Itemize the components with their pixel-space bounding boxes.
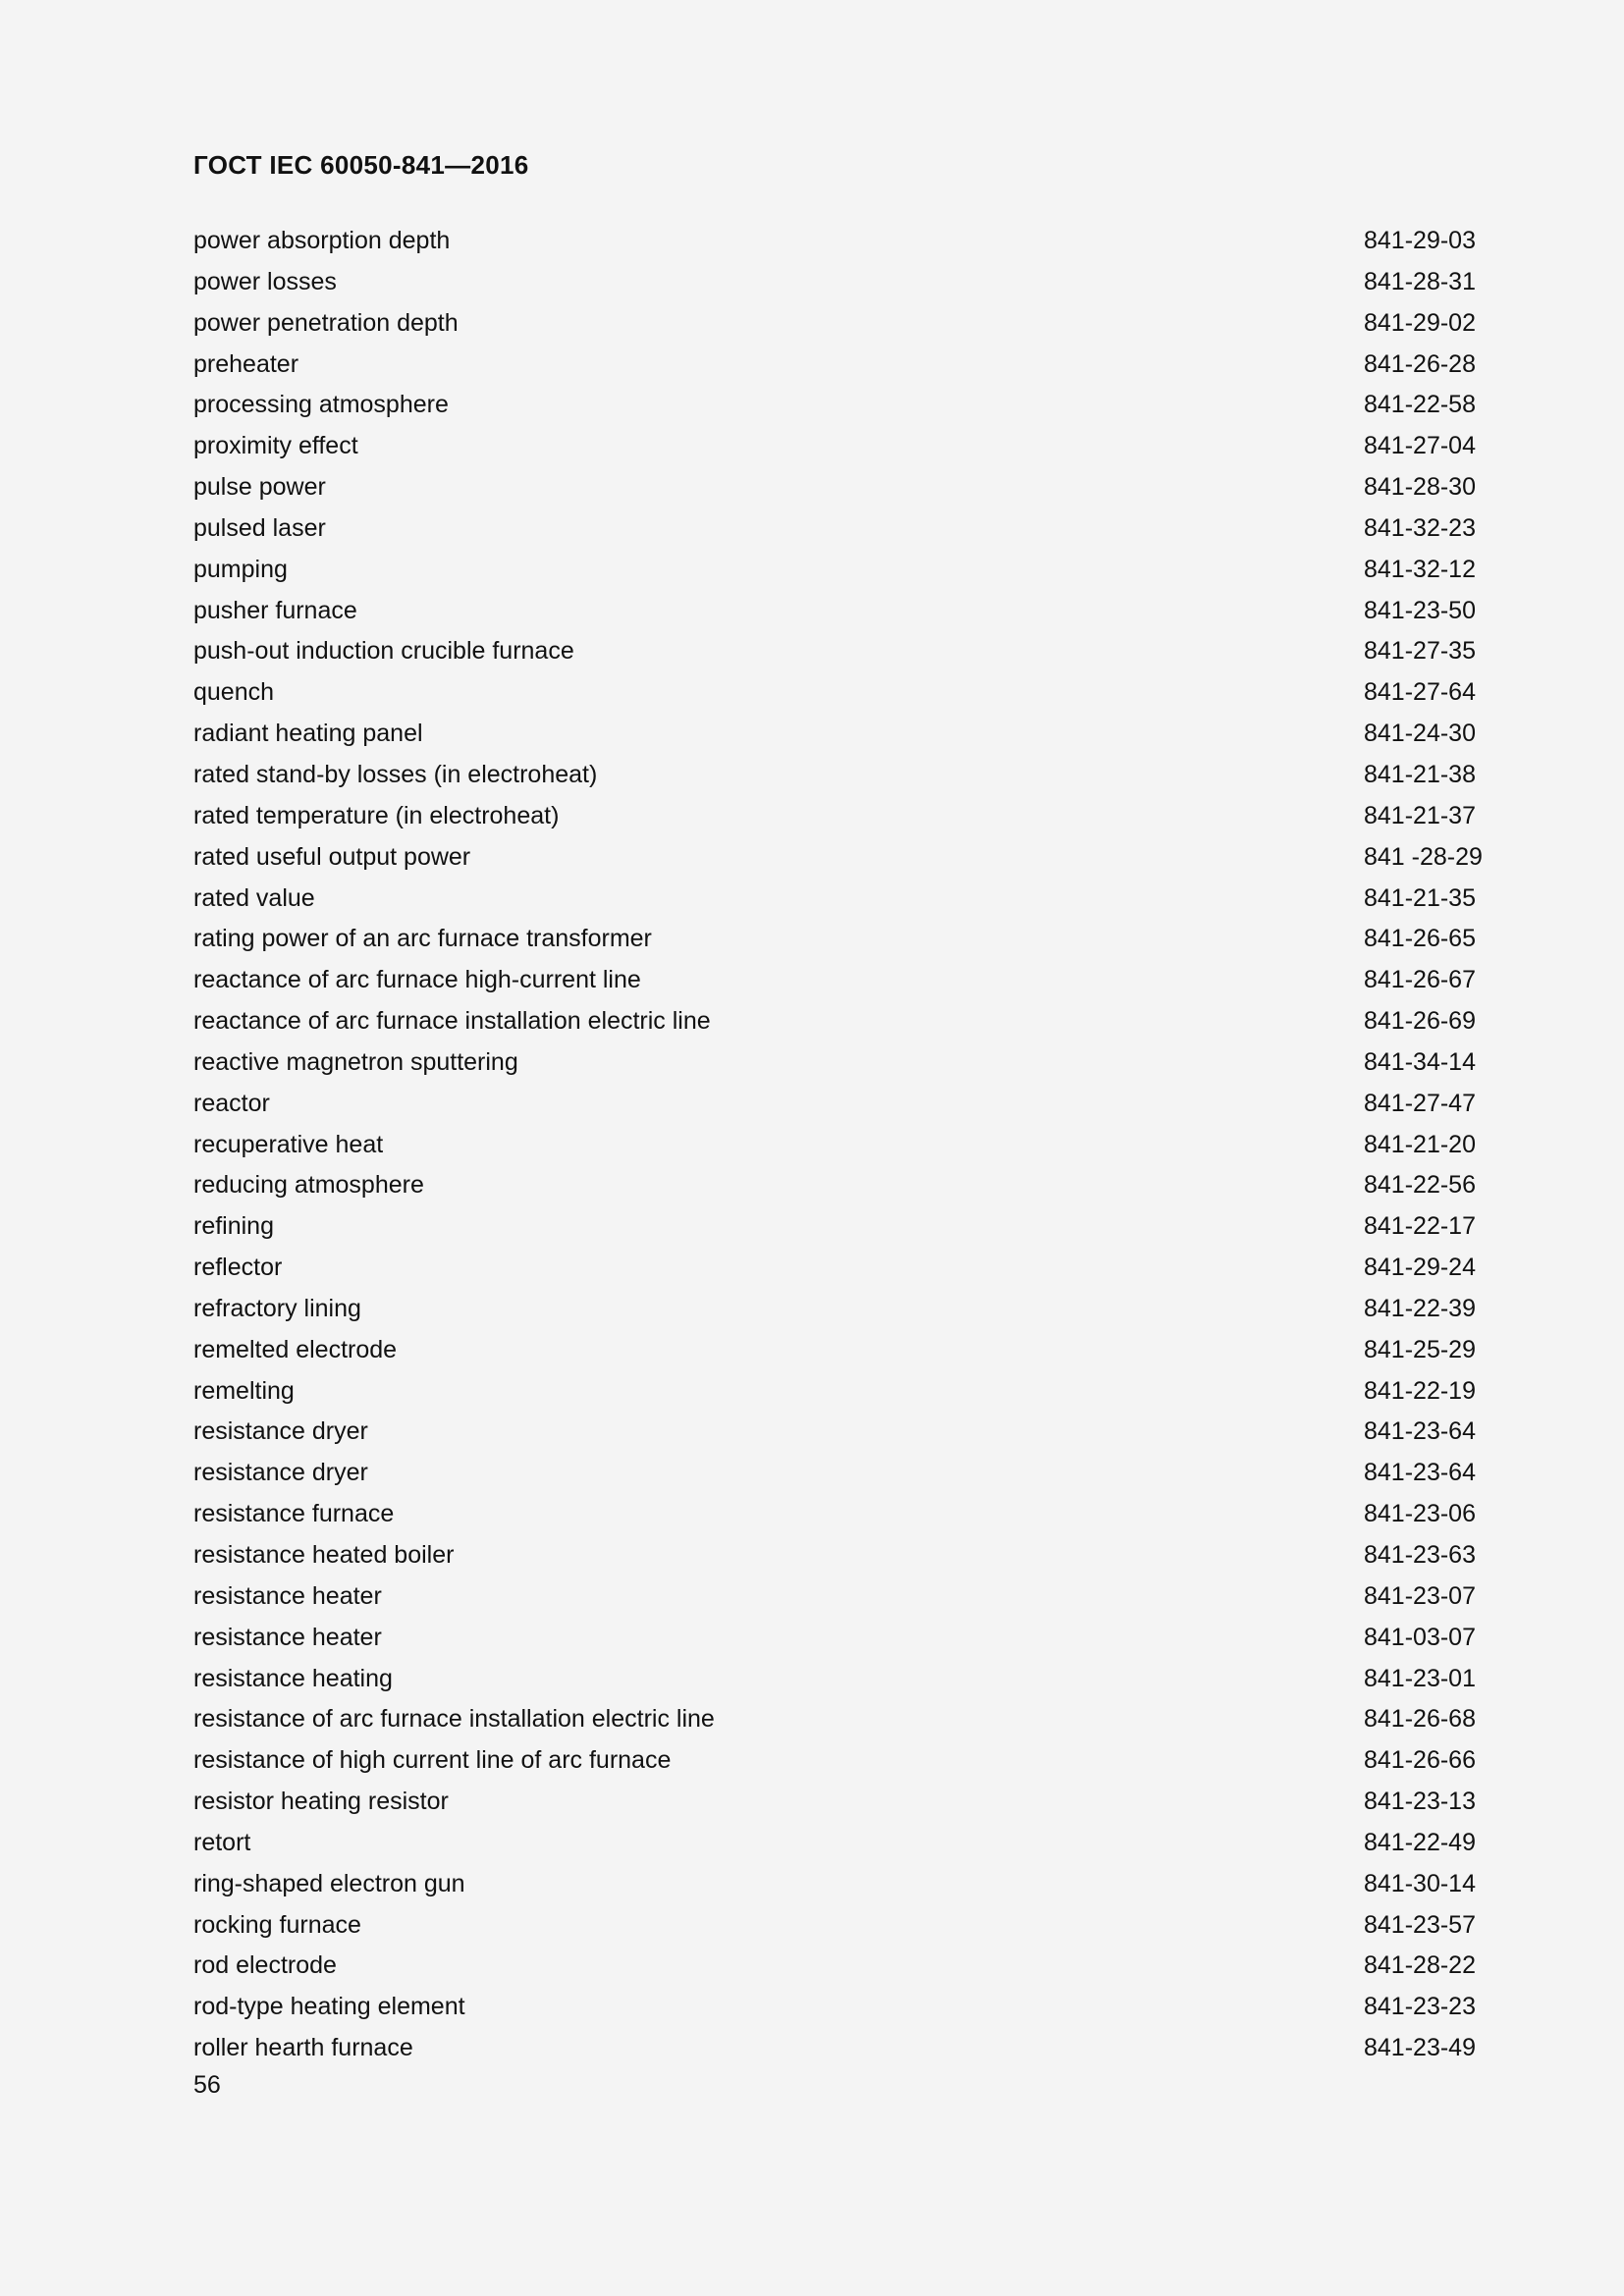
index-term: rod-type heating element bbox=[193, 1993, 465, 2021]
index-entry bbox=[193, 1783, 1480, 1824]
index-entry bbox=[193, 880, 1480, 921]
index-term: rated stand-by losses (in electroheat) bbox=[193, 760, 598, 788]
index-code: 841-23-57 bbox=[1364, 1910, 1476, 1939]
index-term: resistance dryer bbox=[193, 1417, 368, 1446]
index-term: radiant heating panel bbox=[193, 720, 423, 748]
index-code: 841-21-38 bbox=[1364, 760, 1476, 788]
index-entry bbox=[193, 1085, 1480, 1126]
index-term: resistance heater bbox=[193, 1581, 382, 1610]
index-term: remelting bbox=[193, 1376, 295, 1405]
index-entry bbox=[193, 1536, 1480, 1577]
index-code: 841-26-69 bbox=[1364, 1007, 1476, 1036]
index-term: resistance of high current line of arc furnace bbox=[193, 1746, 672, 1775]
index-code: 841-23-13 bbox=[1364, 1788, 1476, 1816]
index-entry bbox=[193, 551, 1480, 592]
index-code: 841-24-30 bbox=[1364, 720, 1476, 748]
index-code: 841-27-35 bbox=[1364, 637, 1476, 666]
index-entry bbox=[193, 1660, 1480, 1701]
index-entry bbox=[193, 1290, 1480, 1331]
index-code: 841-28-31 bbox=[1364, 267, 1476, 295]
index-code: 841-23-64 bbox=[1364, 1417, 1476, 1446]
index-term: retort bbox=[193, 1828, 251, 1856]
index-code: 841-25-29 bbox=[1364, 1335, 1476, 1363]
index-code: 841-22-58 bbox=[1364, 391, 1476, 419]
index-code: 841-23-63 bbox=[1364, 1541, 1476, 1569]
index-code: 841-23-50 bbox=[1364, 596, 1476, 624]
index-code: 841-21-37 bbox=[1364, 801, 1476, 829]
index-entry bbox=[193, 1413, 1480, 1454]
index-code: 841-30-14 bbox=[1364, 1869, 1476, 1897]
index-entry bbox=[193, 304, 1480, 346]
index-code: 841-26-68 bbox=[1364, 1705, 1476, 1734]
index-entry bbox=[193, 263, 1480, 304]
index-code: 841-23-23 bbox=[1364, 1993, 1476, 2021]
index-term: reactor bbox=[193, 1089, 270, 1117]
index-term: processing atmosphere bbox=[193, 391, 449, 419]
index-code: 841-27-64 bbox=[1364, 678, 1476, 707]
index-code: 841-23-49 bbox=[1364, 2034, 1476, 2062]
index-code: 841-28-22 bbox=[1364, 1951, 1476, 1980]
index-entry bbox=[193, 1495, 1480, 1536]
index-entry bbox=[193, 920, 1480, 961]
index-term: refining bbox=[193, 1212, 274, 1241]
index-entry bbox=[193, 961, 1480, 1002]
index-term: resistance dryer bbox=[193, 1459, 368, 1487]
index-term: power absorption depth bbox=[193, 227, 451, 254]
index-entry bbox=[193, 673, 1480, 715]
index-entry bbox=[193, 1249, 1480, 1290]
index-entry bbox=[193, 1619, 1480, 1660]
index-code: 841-23-07 bbox=[1364, 1581, 1476, 1610]
index-entry bbox=[193, 1454, 1480, 1495]
index-code: 841-29-02 bbox=[1364, 308, 1476, 337]
index-term: rocking furnace bbox=[193, 1910, 361, 1939]
index-entry bbox=[193, 427, 1480, 468]
index-code: 841-32-23 bbox=[1364, 513, 1476, 542]
index-term: ring-shaped electron gun bbox=[193, 1869, 465, 1897]
index-term: reflector bbox=[193, 1254, 283, 1282]
index-entry bbox=[193, 1372, 1480, 1414]
index-entry bbox=[193, 715, 1480, 756]
index-code: 841-23-06 bbox=[1364, 1500, 1476, 1528]
index-entry bbox=[193, 222, 1480, 263]
index-term: resistance heater bbox=[193, 1623, 382, 1651]
index-entry bbox=[193, 1126, 1480, 1167]
index-term: quench bbox=[193, 678, 275, 707]
index-entry bbox=[193, 1824, 1480, 1865]
index-code: 841-26-67 bbox=[1364, 966, 1476, 994]
index-code: 841-22-49 bbox=[1364, 1828, 1476, 1856]
index-code: 841-27-47 bbox=[1364, 1089, 1476, 1117]
index-entry bbox=[193, 1043, 1480, 1085]
index-term: resistance of arc furnace installation electric line bbox=[193, 1705, 715, 1734]
index-term: rating power of an arc furnace transformer bbox=[193, 925, 652, 953]
index-term: resistance heating bbox=[193, 1664, 393, 1692]
index-term: reactance of arc furnace installation electric line bbox=[193, 1007, 711, 1036]
index-entry bbox=[193, 1331, 1480, 1372]
index-entry bbox=[193, 1988, 1480, 2029]
index-entry bbox=[193, 509, 1480, 551]
index-term: rated value bbox=[193, 883, 315, 912]
index-code: 841-27-04 bbox=[1364, 432, 1476, 460]
index-term: pulsed laser bbox=[193, 513, 326, 542]
index-entry bbox=[193, 1002, 1480, 1043]
index-term: reducing atmosphere bbox=[193, 1171, 424, 1200]
index-code: 841 -28-29 bbox=[1364, 842, 1483, 871]
index-term: reactive magnetron sputtering bbox=[193, 1047, 518, 1076]
index-code: 841-22-17 bbox=[1364, 1212, 1476, 1241]
index-code: 841-26-28 bbox=[1364, 349, 1476, 378]
index-term: pumping bbox=[193, 555, 288, 583]
index-code: 841-22-39 bbox=[1364, 1294, 1476, 1322]
index-term: resistance furnace bbox=[193, 1500, 395, 1528]
page-number: 56 bbox=[193, 2071, 221, 2099]
index-entry bbox=[193, 1577, 1480, 1619]
index-code: 841-22-19 bbox=[1364, 1376, 1476, 1405]
index-term: push-out induction crucible furnace bbox=[193, 637, 574, 666]
index-term: preheater bbox=[193, 349, 299, 378]
index-entry bbox=[193, 1166, 1480, 1207]
index-code: 841-26-66 bbox=[1364, 1746, 1476, 1775]
index-term: power penetration depth bbox=[193, 308, 459, 337]
index-term: recuperative heat bbox=[193, 1130, 384, 1158]
index-code: 841-23-64 bbox=[1364, 1459, 1476, 1487]
index-code: 841-21-35 bbox=[1364, 883, 1476, 912]
index-entry bbox=[193, 1700, 1480, 1741]
index-term: resistance heated boiler bbox=[193, 1541, 455, 1569]
term-index-list bbox=[193, 222, 1483, 2070]
index-code: 841-03-07 bbox=[1364, 1623, 1476, 1651]
index-entry bbox=[193, 1947, 1480, 1988]
index-entry bbox=[193, 1906, 1480, 1948]
index-term: rated useful output power bbox=[193, 842, 471, 871]
index-entry bbox=[193, 1741, 1480, 1783]
index-term: reactance of arc furnace high-current line bbox=[193, 966, 641, 994]
index-code: 841-26-65 bbox=[1364, 925, 1476, 953]
index-term: resistor heating resistor bbox=[193, 1788, 449, 1816]
index-code: 841-21-20 bbox=[1364, 1130, 1476, 1158]
document-header: ГОСТ IEC 60050-841—2016 bbox=[193, 150, 529, 180]
index-entry bbox=[193, 346, 1480, 387]
index-term: roller hearth furnace bbox=[193, 2034, 413, 2062]
index-code: 841-32-12 bbox=[1364, 555, 1476, 583]
index-term: remelted electrode bbox=[193, 1335, 398, 1363]
index-entry bbox=[193, 756, 1480, 797]
index-code: 841-22-56 bbox=[1364, 1171, 1476, 1200]
index-term: proximity effect bbox=[193, 432, 358, 460]
index-term: rated temperature (in electroheat) bbox=[193, 801, 560, 829]
index-entry bbox=[193, 468, 1480, 509]
index-term: pusher furnace bbox=[193, 596, 357, 624]
index-entry bbox=[193, 2029, 1480, 2070]
index-code: 841-34-14 bbox=[1364, 1047, 1476, 1076]
index-term: power losses bbox=[193, 267, 337, 295]
index-code: 841-29-24 bbox=[1364, 1254, 1476, 1282]
index-entry bbox=[193, 1207, 1480, 1249]
index-term: refractory lining bbox=[193, 1294, 361, 1322]
index-entry bbox=[193, 1865, 1480, 1906]
index-entry bbox=[193, 838, 1483, 880]
index-code: 841-29-03 bbox=[1364, 227, 1476, 254]
index-term: rod electrode bbox=[193, 1951, 337, 1980]
index-entry bbox=[193, 797, 1480, 838]
index-term: pulse power bbox=[193, 473, 326, 502]
index-entry bbox=[193, 386, 1480, 427]
index-code: 841-23-01 bbox=[1364, 1664, 1476, 1692]
index-entry bbox=[193, 632, 1480, 673]
index-entry bbox=[193, 592, 1480, 633]
index-code: 841-28-30 bbox=[1364, 473, 1476, 502]
